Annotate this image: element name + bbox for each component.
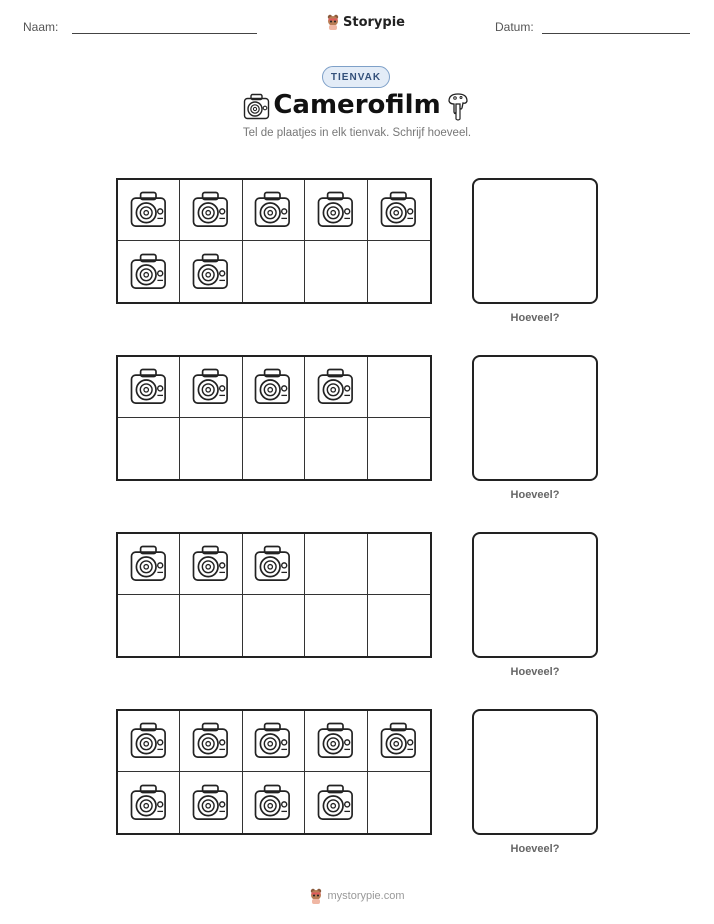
camera-icon [190,366,232,408]
exercise [116,532,560,678]
ten-frame-cell [118,180,180,241]
camera-icon [128,366,170,408]
ten-frame [116,355,432,481]
camera-icon [315,720,357,762]
storypie-mascot-icon [309,888,323,904]
camera-icon [128,720,170,762]
ten-frame-cell [180,357,242,418]
date-line[interactable] [542,33,690,34]
exercise [116,355,560,501]
answer-box[interactable] [472,355,598,481]
ten-frame-cell [243,357,305,418]
camera-icon [128,189,170,231]
ten-frame-cell [180,180,242,241]
ten-frame-cell [305,534,367,595]
ten-frame-cell [180,534,242,595]
ten-frame-cell [305,595,367,656]
footer-url: mystorypie.com [327,890,405,902]
ten-frame-cell [118,595,180,656]
ten-frame-cell [368,534,430,595]
dripping-mushroom-icon [446,92,470,122]
how-many-label: Hoeveel? [510,843,560,855]
name-line[interactable] [72,33,257,34]
ten-frame-cell [180,711,242,772]
ten-frame-cell [305,772,367,833]
ten-frame-cell [368,241,430,302]
camera-icon [190,189,232,231]
how-many-label: Hoeveel? [510,312,560,324]
ten-frame-cell [305,711,367,772]
date-label: Datum: [495,20,534,34]
how-many-label: Hoeveel? [510,489,560,501]
ten-frame-cell [368,357,430,418]
camera-icon [190,782,232,824]
brand-logo [326,14,405,30]
camera-icon [190,543,232,585]
ten-frame-cell [118,418,180,479]
camera-icon [315,189,357,231]
ten-frame-cell [368,180,430,241]
ten-frame [116,532,432,658]
ten-frame-cell [368,711,430,772]
ten-frame-cell [243,534,305,595]
instructions: Tel de plaatjes in elk tienvak. Schrijf hoeveel. [242,127,472,139]
worksheet-type-badge: TIENVAK [322,66,390,88]
camera-icon [252,782,294,824]
ten-frame-cell [180,772,242,833]
ten-frame-cell [118,357,180,418]
ten-frame-cell [118,772,180,833]
ten-frame-cell [243,711,305,772]
ten-frame-cell [368,772,430,833]
ten-frame-cell [243,241,305,302]
ten-frame-cell [180,241,242,302]
ten-frame-cell [243,772,305,833]
ten-frame [116,709,432,835]
ten-frame-cell [118,241,180,302]
footer [0,888,714,904]
camera-icon [190,720,232,762]
camera-icon [128,782,170,824]
camera-icon [252,543,294,585]
page-title: Camerofilm [273,90,441,120]
how-many-label: Hoeveel? [510,666,560,678]
storypie-mascot-icon [326,14,340,30]
ten-frame-cell [243,418,305,479]
answer-box[interactable] [472,178,598,304]
camera-icon [252,366,294,408]
camera-icon [378,720,420,762]
ten-frame-cell [305,418,367,479]
ten-frame-cell [118,534,180,595]
ten-frame-cell [243,595,305,656]
camera-icon [378,189,420,231]
camera-icon [315,366,357,408]
name-label: Naam: [23,20,59,34]
camera-icon [128,251,170,293]
ten-frame-cell [368,595,430,656]
camera-icon [128,543,170,585]
ten-frame-cell [118,711,180,772]
ten-frame-cell [368,418,430,479]
ten-frame-cell [180,418,242,479]
ten-frame-cell [180,595,242,656]
brand-name: Storypie [343,14,405,30]
camera-icon [315,782,357,824]
camera-icon [190,251,232,293]
ten-frame-cell [305,357,367,418]
ten-frame-cell [243,180,305,241]
exercise [116,709,560,855]
ten-frame-cell [305,241,367,302]
answer-box[interactable] [472,532,598,658]
ten-frame-cell [305,180,367,241]
camera-icon [252,189,294,231]
camera-icon [252,720,294,762]
exercise [116,178,560,324]
answer-box[interactable] [472,709,598,835]
ten-frame [116,178,432,304]
